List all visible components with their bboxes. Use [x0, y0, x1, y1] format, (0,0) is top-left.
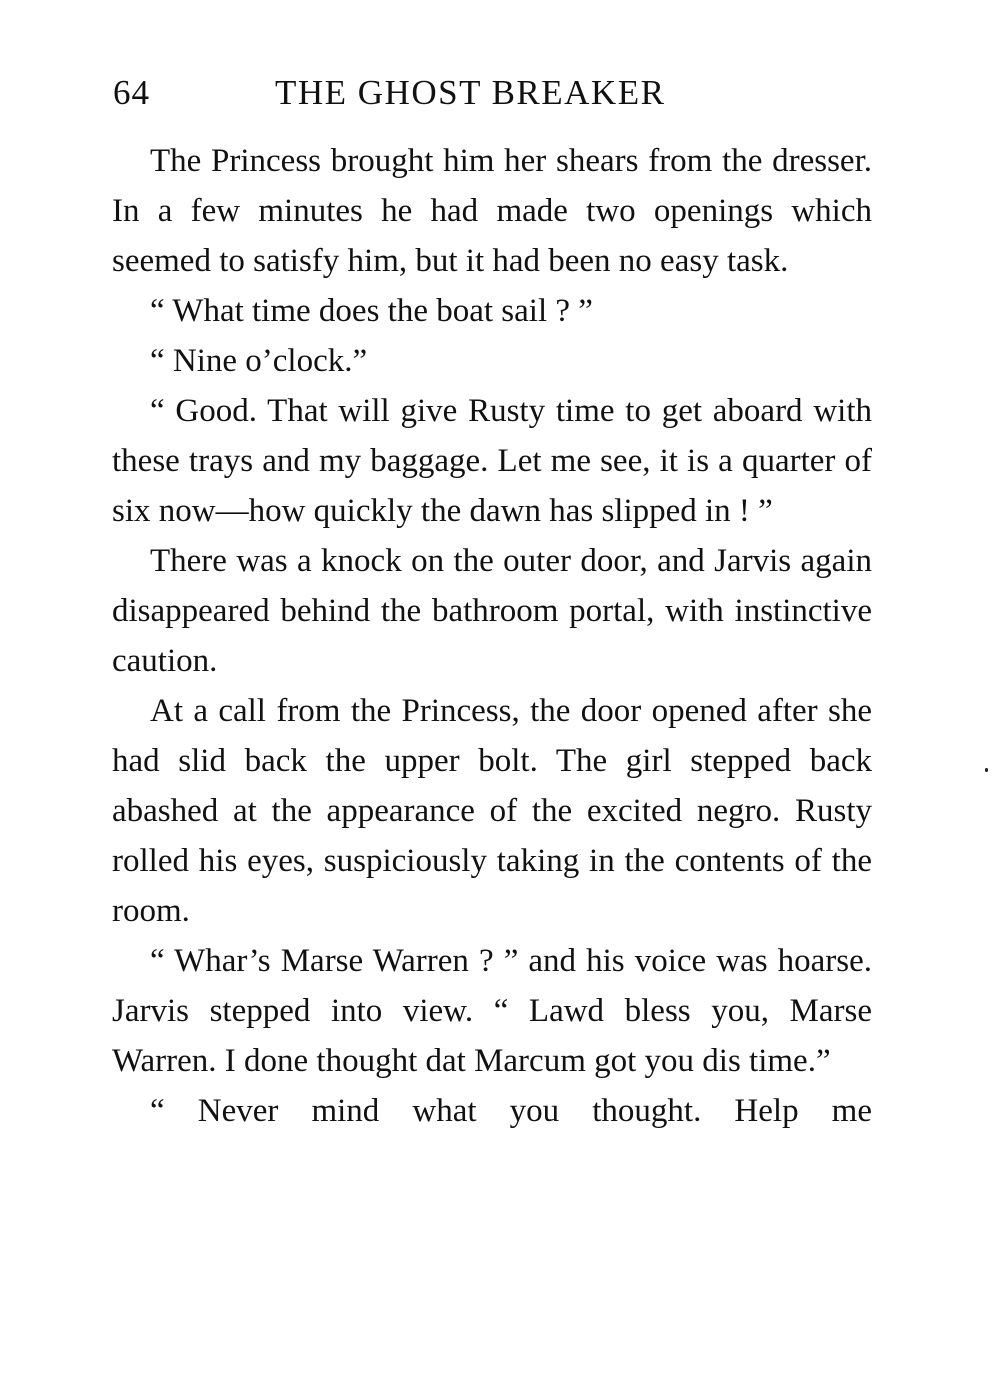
- paragraph: “ Good. That will give Rusty time to get aboard with these trays and my baggage. Let me see, it is a quarter of six now—how quickly the dawn has slipped in ! ”: [112, 393, 872, 529]
- paragraph: The Princess brought him her shears from the dresser. In a few minutes he had made two openings which seemed to satisfy him, but it had been no easy task.: [112, 143, 872, 279]
- paragraph: There was a knock on the outer door, and Jarvis again disappeared behind the bathroom portal, with instinctive caution.: [112, 543, 872, 679]
- paragraph: “ Never mind what you thought. Help me: [150, 1093, 872, 1129]
- paragraph: “ Nine o’clock.”: [150, 343, 368, 379]
- paragraph: “ Whar’s Marse Warren ? ” and his voice was hoarse. Jarvis stepped into view. “ Lawd bless you, Marse Warren. I done thought dat Marcum got you dis time.”: [112, 943, 872, 1079]
- print-speck: [985, 768, 988, 772]
- paragraph: “ What time does the boat sail ? ”: [150, 293, 593, 329]
- page-number: 64: [113, 73, 150, 112]
- body-text: [112, 136, 872, 1136]
- running-title: THE GHOST BREAKER: [275, 73, 666, 112]
- paragraph: At a call from the Princess, the door opened after she had slid back the upper bolt. The girl stepped back abashed at the appearance of the excited negro. Rusty rolled his eyes, suspiciously taking in the contents of the room.: [112, 693, 872, 929]
- running-head: [113, 70, 873, 116]
